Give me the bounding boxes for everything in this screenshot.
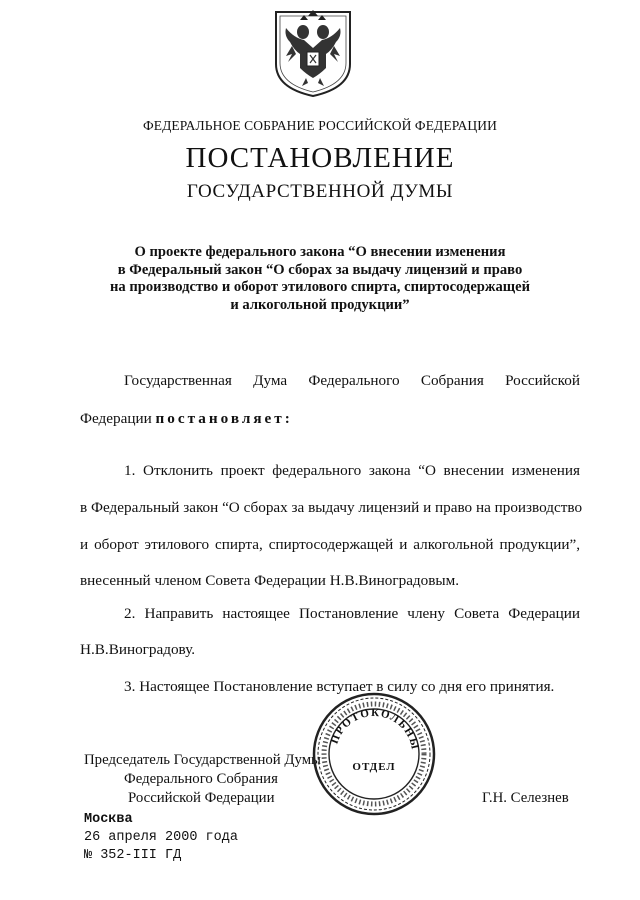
stamp-center-text: ОТДЕЛ — [352, 761, 396, 773]
clause-2-line-2: Н.В.Виноградову. — [80, 641, 196, 658]
subject-line: на производство и оборот этилового спирта, спиртосодержащей — [109, 279, 530, 295]
preamble-line-2 — [80, 410, 580, 428]
subject-line: О проекте федерального закона “О внесении изменения — [134, 244, 506, 260]
organization-heading: ФЕДЕРАЛЬНОЕ СОБРАНИЕ РОССИЙСКОЙ ФЕДЕРАЦИИ — [143, 118, 497, 133]
stamp-top-text: ПРОТОКОЛЬНЫ — [328, 706, 422, 752]
preamble-line-1 — [124, 372, 580, 390]
place-of-signing: Москва — [84, 812, 133, 827]
preamble-word: Российской — [505, 372, 580, 389]
clause-1-line-1: 1. Отклонить проект федерального закона “О внесении изменения — [124, 462, 580, 479]
signatory-title-line-1: Председатель Государственной Думы — [84, 752, 321, 768]
document-type-title: ПОСТАНОВЛЕНИЕ — [185, 142, 455, 174]
signatory-title-line-3: Российской Федерации — [128, 790, 275, 806]
preamble-word: Федерального — [308, 372, 400, 389]
preamble-word: Дума — [253, 372, 288, 389]
preamble-word: Собрания — [420, 372, 484, 389]
clause-2-line-1: 2. Направить настоящее Постановление члену Совета Федерации — [124, 605, 580, 622]
document-number: № 352-III ГД — [84, 848, 182, 863]
clause-1-line-4: внесенный членом Совета Федерации Н.В.Виноградовым. — [80, 572, 460, 589]
clause-1-line-2: в Федеральный закон “О сборах за выдачу лицензий и право на производство — [80, 499, 583, 516]
issuer-title: ГОСУДАРСТВЕННОЙ ДУМЫ — [186, 181, 454, 202]
document-date: 26 апреля 2000 года — [84, 830, 238, 845]
preamble-text: Федерации — [80, 410, 152, 427]
subject-line: и алкогольной продукции” — [230, 296, 410, 313]
signatory-title-line-2: Федерального Собрания — [124, 771, 278, 787]
clause-3-line-1: 3. Настоящее Постановление вступает в силу со дня его принятия. — [124, 678, 555, 695]
decree-word: постановляет: — [155, 410, 293, 427]
signatory-name: Г.Н. Селезнев — [482, 790, 569, 806]
subject-line: в Федеральный закон “О сборах за выдачу лицензий и право — [117, 261, 523, 278]
preamble-word: Государственная — [124, 372, 232, 389]
clause-1-line-3: и оборот этилового спирта, спиртосодержащей и алкогольной продукции”, — [80, 536, 580, 553]
state-emblem-icon — [270, 8, 356, 98]
document-subject — [60, 244, 580, 314]
official-stamp — [310, 690, 438, 818]
